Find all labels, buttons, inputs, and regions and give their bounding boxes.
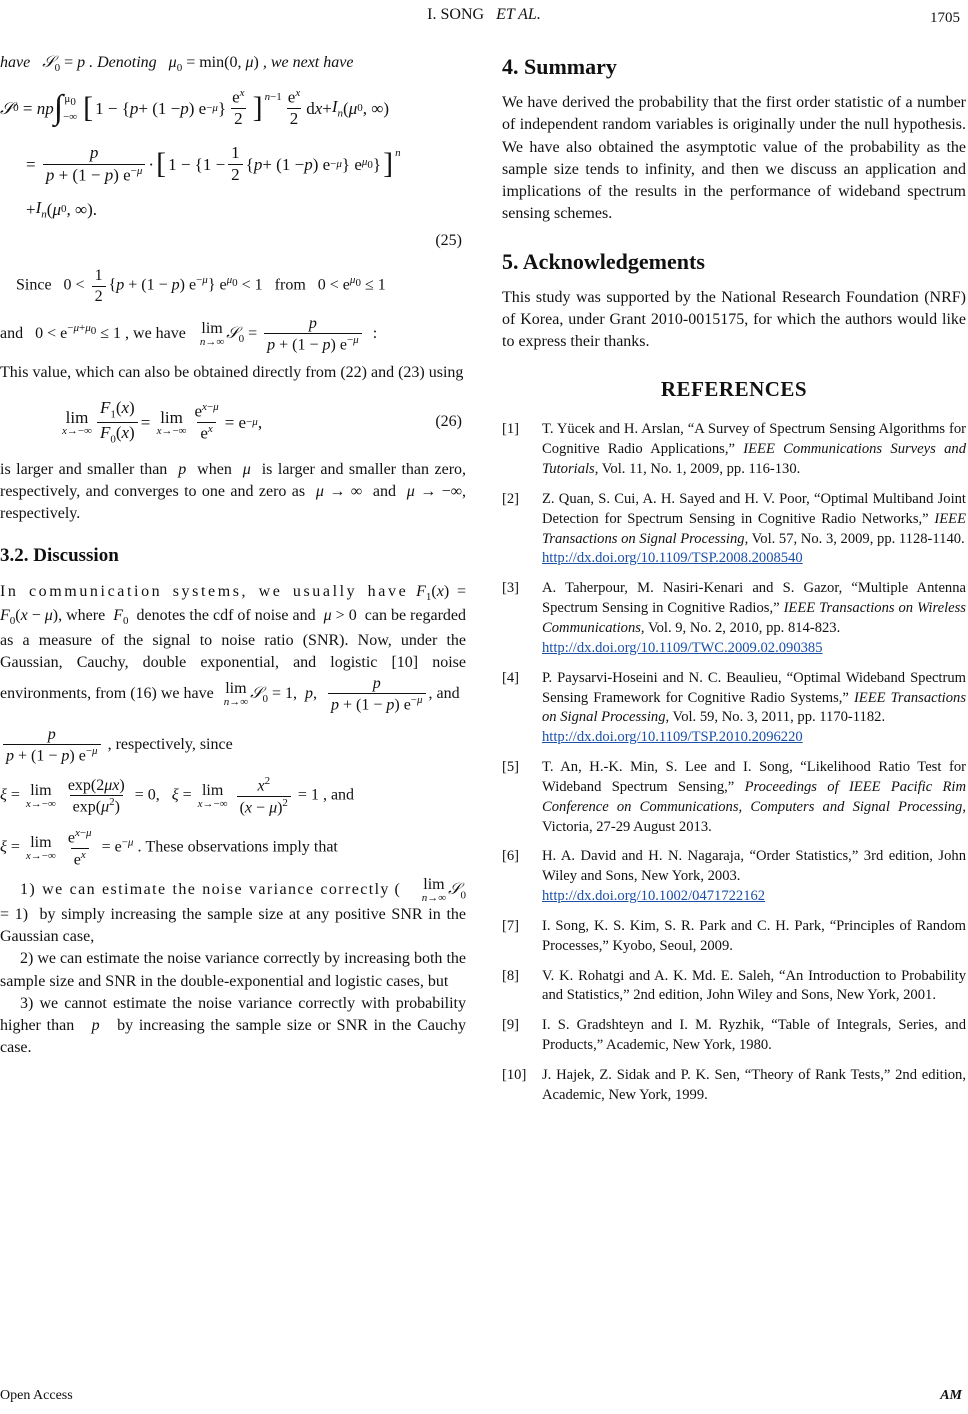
reference-item bbox=[502, 420, 966, 480]
eq25-line1: 𝒮 0 = np ∫ $\mu_0$ −∞ [ 1 − { p + (1 − p ) e −μ } $\frac{e^x}{2}$ ] $^{n -1}$ $\frac{e^x}{2}$ d x + $I_n$ ( μ 0 , ∞) bbox=[0, 87, 390, 129]
reference-item bbox=[502, 490, 966, 569]
text-colon: : bbox=[372, 324, 378, 342]
reference-text bbox=[542, 420, 966, 480]
text-disc-1: In communication systems, we usually have bbox=[0, 582, 409, 600]
xi-line-1: ξ = lim x→−∞ $\frac{\exp(2\mu x)}{\exp(\mu^2)}$ = 0, ξ = lim x→−∞ $\frac{x^2}{(x - \mu)^2}$ = 1 , and bbox=[0, 775, 355, 817]
item-2: 2) we can estimate the noise variance correctly by increasing both the sample size and SNR in the double-exponential and logistic cases, but bbox=[0, 950, 466, 990]
para-ack: This study was supported by the National Research Foundation (NRF) of Korea, under Grant 2010-0015175, for which the authors would like to express their thanks. bbox=[502, 289, 966, 351]
para-summary: We have derived the probability that the first order statistic of a number of independent random variables is originally under the null hypothesis. We have also obtained the asymptotic value of the probability as the sample size tends to infinity, and then we discuss an application and implications of the results in the performance of wideband spectrum sensing schemes. bbox=[502, 94, 966, 222]
header-etal: ET AL. bbox=[496, 6, 541, 23]
reference-authors-title: J. Hajek, Z. Sidak and P. K. Sen, “Theory of Rank Tests,” 2nd edition, Academic, New York, 1999. bbox=[542, 1067, 966, 1103]
reference-authors-title: I. Song, K. S. Kim, S. R. Park and C. H. Park, “Principles of Random Processes,” Kyobo, Seoul, 2009. bbox=[542, 917, 966, 954]
text-and-comma: , and bbox=[322, 786, 355, 804]
equation-25 bbox=[0, 80, 466, 250]
reference-text bbox=[542, 847, 966, 907]
text-imply: . These observations imply that bbox=[137, 838, 338, 856]
reference-list bbox=[502, 420, 966, 1105]
reference-text bbox=[542, 1016, 966, 1056]
running-title bbox=[0, 4, 968, 26]
reference-details: , Vol. 9, No. 2, 2010, pp. 814-823. bbox=[640, 619, 841, 636]
journal-abbrev: AM bbox=[940, 1388, 962, 1403]
text-larger-end: , respectively. bbox=[0, 482, 467, 522]
reference-number: [10] bbox=[502, 1067, 527, 1084]
text-disc-and: , and bbox=[428, 684, 460, 702]
text-resp-since: , respectively, since bbox=[107, 735, 233, 753]
text-since: Since bbox=[16, 276, 52, 294]
text-next-have: , we next have bbox=[262, 54, 354, 71]
eq26-number: (26) bbox=[435, 412, 462, 430]
reference-item bbox=[502, 579, 966, 658]
item-3: 3) we cannot estimate the noise variance correctly with probability higher than p by increasing the sample size or SNR in the Cauchy case. bbox=[0, 994, 467, 1056]
xi-line-2: ξ = lim x→−∞ $\frac{e^{x-\mu}}{e^x}$ = $e^{-\mu}$ . These observations imply that bbox=[0, 827, 338, 869]
reference-item bbox=[502, 1066, 966, 1106]
text-larger-1: is larger and smaller than bbox=[0, 460, 168, 478]
reference-number: [7] bbox=[502, 917, 520, 934]
reference-details: , Victoria, 27-29 August 2013. bbox=[542, 798, 966, 835]
reference-text bbox=[542, 579, 966, 658]
reference-text bbox=[542, 758, 966, 837]
text-where: , where bbox=[58, 607, 106, 625]
para-discussion: In communication systems, we usually have $F_1(x) = F_0(x - \mu)$, where $F_0$ denotes the cdf of noise and μ > 0 can be regarded as a measure of the signal to noise ratio (SNR). Now, under the Gaussian, Cauchy, double exponential, and logistic [10] noise environments, from (16) we have lim n→∞ 𝒮$_0$ = 1, p, $\frac{p}{p + (1 - p) e^{-\mu}}$ , and bbox=[0, 582, 467, 714]
reference-text bbox=[542, 669, 966, 748]
reference-number: [6] bbox=[502, 848, 520, 865]
para-value: This value, which can also be obtained directly from (22) and (23) using bbox=[0, 364, 464, 382]
intro-line: have 𝒮$_0$ = p . Denoting $\mu_0 = \min(0$, μ) , we next have bbox=[0, 54, 354, 75]
reference-venue: Proceedings of IEEE Pacific Rim Conference on Communications, Computers and Signal Processing bbox=[542, 778, 966, 815]
text-item1-a: 1) we can estimate the noise variance correctly bbox=[20, 881, 390, 899]
header-author: I. SONG bbox=[427, 6, 485, 23]
reference-item bbox=[502, 847, 966, 907]
eq25-line2: = $\frac{p}{p + (1 - p) e^{-\mu}}$ · [ 1 − {1 − $\frac{1}{2}$ { p + (1 − p ) e −μ } e $\mu_0$ } ] $^n$ bbox=[26, 143, 401, 185]
reference-number: [5] bbox=[502, 759, 520, 776]
reference-number: [4] bbox=[502, 669, 520, 686]
reference-authors-title: T. Yücek and H. Arslan, “A Survey of Spectrum Sensing Algorithms for Cognitive Radio Applications,” bbox=[542, 421, 966, 458]
text-from: from bbox=[274, 276, 306, 294]
references-heading: REFERENCES bbox=[660, 377, 808, 402]
item-1: 1) we can estimate the noise variance correctly ( lim n→∞ 𝒮$_0$ = 1) by simply increasing the sample size at any positive SNR in the Gaussian case, bbox=[0, 876, 467, 946]
reference-doi-link[interactable]: http://dx.doi.org/10.1109/TSP.2010.2096220 bbox=[542, 729, 803, 746]
right-column bbox=[502, 52, 966, 1116]
reference-number: [1] bbox=[502, 421, 520, 438]
reference-doi-link[interactable]: http://dx.doi.org/10.1109/TSP.2008.2008540 bbox=[542, 550, 803, 567]
reference-authors-title: I. S. Gradshteyn and I. M. Ryzhik, “Table of Integrals, Series, and Products,” Academic, New York, 1980. bbox=[542, 1017, 966, 1054]
reference-authors-title: H. A. David and H. N. Nagaraja, “Order Statistics,” 3rd edition, John Wiley and Sons, New York, 2003. bbox=[542, 848, 966, 885]
reference-text bbox=[542, 490, 966, 569]
text-have: have bbox=[0, 54, 31, 71]
section-heading-ack: 5. Acknowledgements bbox=[502, 248, 705, 274]
reference-doi-link[interactable]: http://dx.doi.org/10.1109/TWC.2009.02.090385 bbox=[542, 639, 823, 656]
reference-item bbox=[502, 1016, 966, 1056]
since-line: Since 0 < $\frac{1}{2}$ {p + (1 − p) $e^{-\mu}$} $e^{\mu_0} < 1$ from $0 < e^{\mu_0} \le 1$ bbox=[16, 267, 386, 305]
reference-details: , Vol. 57, No. 3, 2009, pp. 1128-1140. bbox=[744, 530, 965, 547]
eq25-number: (25) bbox=[435, 232, 462, 250]
text-denoting: . Denoting bbox=[89, 54, 157, 71]
text-item3-b: by increasing the sample size or SNR in the Cauchy case. bbox=[0, 1016, 467, 1056]
reference-authors-title: V. K. Rohatgi and A. K. Md. E. Saleh, “An Introduction to Probability and Statistics,” 2nd edition, John Wiley and Sons, New York, 2001. bbox=[542, 967, 966, 1004]
reference-number: [9] bbox=[502, 1017, 520, 1034]
reference-venue: IEEE Transactions on Wireless Communications bbox=[542, 600, 966, 636]
running-header bbox=[0, 4, 968, 28]
reference-doi-link[interactable]: http://dx.doi.org/10.1002/0471722162 bbox=[542, 888, 766, 905]
para-larger: is larger and smaller than p when μ is larger and smaller than zero, respectively, and converges to one and zero as μ → ∞ and μ → −∞, respectively. bbox=[0, 460, 467, 522]
reference-item bbox=[502, 967, 966, 1007]
reference-text bbox=[542, 967, 966, 1007]
reference-authors-title: A. Taherpour, M. Nasiri-Kenari and S. Gazor, “Multiple Antenna Spectrum Sensing in Cognitive Radios,” bbox=[542, 580, 966, 617]
text-larger-and: and bbox=[372, 482, 397, 500]
and-line: and $0 < e^{-\mu+\mu_0} \le 1$ , we have lim n→∞ 𝒮$_0$ = $\frac{p}{p + (1 - p) e^{-\mu}}$ : bbox=[0, 314, 378, 354]
reference-number: [8] bbox=[502, 967, 520, 984]
text-item1-b: by simply increasing the sample size at any positive SNR in the Gaussian case, bbox=[0, 906, 466, 946]
open-access-label: Open Access bbox=[0, 1388, 73, 1403]
reference-details: , Vol. 59, No. 3, 2011, pp. 1170-1182. bbox=[665, 709, 886, 726]
reference-venue: IEEE Transactions on Signal Processing bbox=[542, 510, 966, 547]
reference-details: , Vol. 11, No. 1, 2009, pp. 116-130. bbox=[594, 461, 801, 478]
reference-number: [2] bbox=[502, 490, 520, 507]
text-denotes: denotes the cdf of noise and bbox=[136, 607, 316, 625]
text-we-have: , we have bbox=[125, 324, 186, 342]
reference-text bbox=[542, 1066, 966, 1106]
reference-item bbox=[502, 917, 966, 957]
text-larger-2: is larger and smaller than zero, respectively, and converges to one and zero as bbox=[0, 460, 467, 500]
reference-text bbox=[542, 917, 966, 957]
eq26-line: lim x→−∞ $\frac{F_1(x)}{F_0(x)}$ = lim x→−∞ $\frac{e^{x-\mu}}{e^x}$ = e −μ , bbox=[62, 398, 263, 446]
page-footer bbox=[0, 1386, 968, 1408]
page-number: 1705 bbox=[930, 10, 960, 26]
reference-item bbox=[502, 758, 966, 837]
reference-authors-title: P. Paysarvi-Hoseini and N. C. Beaulieu, “Optimal Wideband Spectrum Sensing Framework for Cognitive Radio Systems,” bbox=[542, 669, 966, 706]
section-heading-summary: 4. Summary bbox=[502, 54, 617, 79]
reference-venue: IEEE Transactions on Signal Processing bbox=[542, 689, 966, 726]
equation-26 bbox=[0, 395, 466, 451]
text-disc-rest: can be regarded as a measure of the signal to noise ratio (SNR). Now, under the Gaussian, Cauchy, double exponential, and logistic [10] noise environments, from (16) we have bbox=[0, 607, 467, 702]
text-item3-a: 3) we cannot estimate the noise variance correctly with probability higher than bbox=[0, 994, 466, 1034]
reference-authors-title: T. An, H.-K. Min, S. Lee and I. Song, “Likelihood Ratio Test for Wideband Spectrum Sensing,” bbox=[542, 759, 966, 795]
text-when: when bbox=[197, 460, 232, 478]
left-column bbox=[0, 52, 466, 1059]
section-heading-discussion: 3.2. Discussion bbox=[0, 544, 119, 566]
resp-line: $\frac{p}{p + (1 - p) e^{-\mu}}$ , respectively, since bbox=[0, 725, 466, 766]
text-and: and bbox=[0, 324, 24, 342]
reference-number: [3] bbox=[502, 580, 520, 597]
reference-authors-title: Z. Quan, S. Cui, A. H. Sayed and H. V. Poor, “Optimal Multiband Joint Detection for Spectrum Sensing in Cognitive Radio Networks,” bbox=[542, 490, 966, 527]
eq25-line3: + $I_n$ ( μ 0 , ∞). bbox=[26, 198, 98, 221]
reference-venue: IEEE Communications Surveys and Tutorials bbox=[542, 441, 966, 478]
reference-item bbox=[502, 669, 966, 748]
